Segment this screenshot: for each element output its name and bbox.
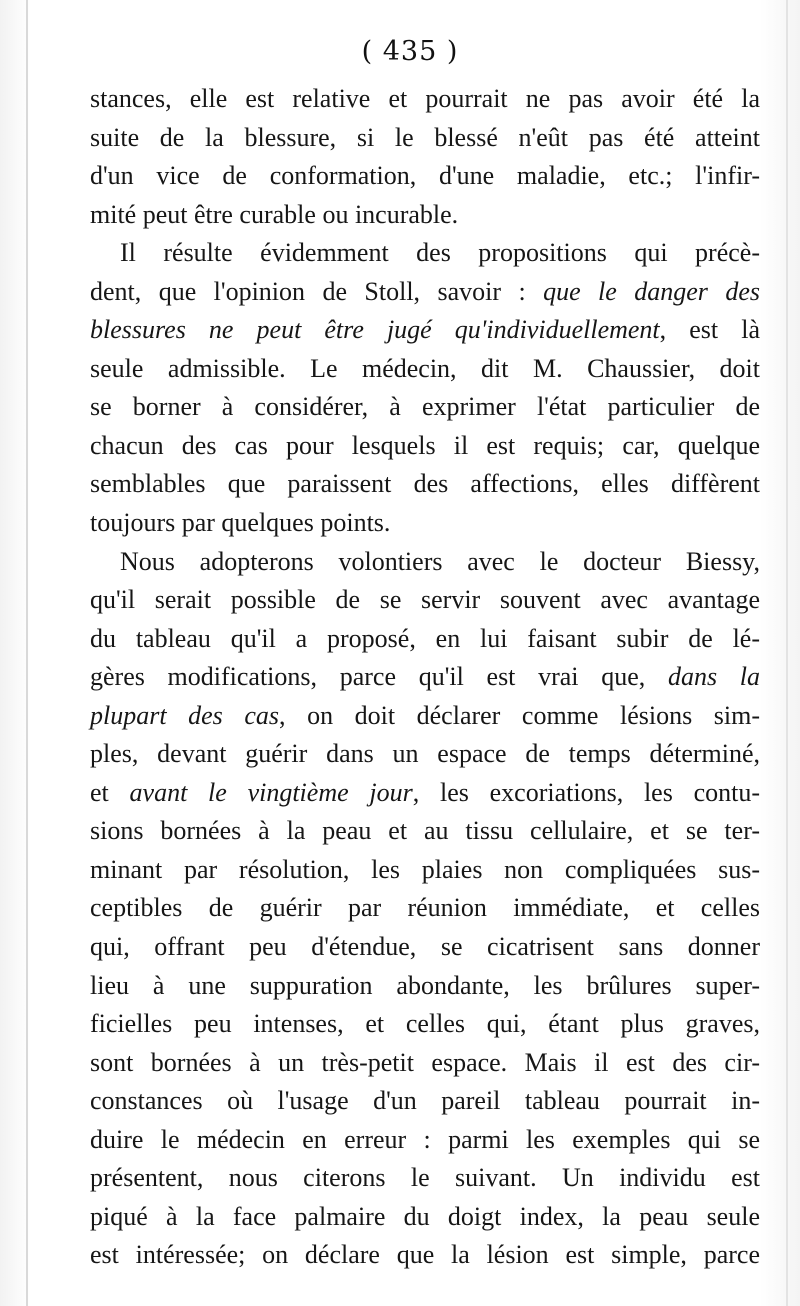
text-line: [90, 812, 760, 851]
text-segment: minant par résolution, les plaies non compliquées sus-: [90, 854, 760, 884]
text-segment: Nous adopterons volontiers avec le docteur Biessy,: [120, 546, 760, 576]
text-segment: mité peut être curable ou incurable.: [90, 199, 459, 229]
text-line: [90, 350, 760, 389]
italic-text-segment: plupart des cas: [90, 700, 280, 730]
text-line: [90, 543, 760, 582]
text-line: [90, 273, 760, 312]
text-line: [90, 196, 760, 235]
text-segment: chacun des cas pour lesquels il est requis; car, quelque: [90, 430, 760, 460]
text-line: [90, 774, 760, 813]
text-segment: , les excoriations, les contu-: [412, 777, 761, 807]
text-segment: dent, que l'opinion de Stoll, savoir :: [90, 276, 544, 306]
text-segment: semblables que paraissent des affections, elles diffèrent: [90, 469, 760, 499]
text-line: [90, 581, 760, 620]
text-segment: qu'il serait possible de se servir souvent avec avantage: [90, 585, 760, 615]
italic-text-segment: avant le vingtième jour: [129, 777, 413, 807]
text-segment: et: [90, 777, 130, 807]
text-line: [90, 735, 760, 774]
text-segment: du tableau qu'il a proposé, en lui faisant subir de lé-: [90, 623, 760, 653]
body-text: [90, 80, 760, 1275]
text-line: [90, 1198, 760, 1237]
text-line: [90, 1121, 760, 1160]
text-line: [90, 234, 760, 273]
text-segment: se borner à considérer, à exprimer l'état particulier de: [90, 392, 760, 422]
text-segment: Il résulte évidemment des propositions qui précè-: [120, 238, 760, 268]
text-line: [90, 504, 760, 543]
text-segment: qui, offrant peu d'étendue, se cicatrisent sans donner: [90, 932, 760, 962]
italic-text-segment: dans la: [667, 662, 760, 692]
text-line: [90, 427, 760, 466]
text-segment: seule admissible. Le médecin, dit M. Chaussier, doit: [90, 353, 760, 383]
text-segment: duire le médecin en erreur : parmi les exemples qui se: [90, 1124, 760, 1154]
page-number: ( 435 ): [361, 36, 459, 67]
text-line: [90, 1044, 760, 1083]
text-line: [90, 465, 760, 504]
text-segment: sions bornées à la peau et au tissu cellulaire, et se ter-: [90, 816, 760, 846]
text-line: [90, 1082, 760, 1121]
text-segment: constances où l'usage d'un pareil tableau pourrait in-: [90, 1086, 760, 1116]
text-segment: ceptibles de guérir par réunion immédiate, et celles: [90, 893, 760, 923]
text-line: [90, 889, 760, 928]
text-segment: d'un vice de conformation, d'une maladie, etc.; l'infir-: [90, 161, 760, 191]
italic-text-segment: que le danger des: [543, 276, 760, 306]
page-gutter-shadow: [26, 0, 28, 1306]
text-segment: stances, elle est relative et pourrait ne pas avoir été la: [90, 84, 760, 113]
text-line: [90, 311, 760, 350]
text-line: [90, 80, 760, 119]
page-right-edge: [786, 0, 788, 1306]
text-segment: , on doit déclarer comme lésions sim-: [279, 700, 761, 730]
text-line: [90, 658, 760, 697]
text-segment: sont bornées à un très-petit espace. Mais il est des cir-: [90, 1047, 760, 1077]
text-segment: ficielles peu intenses, et celles qui, étant plus graves,: [90, 1009, 760, 1039]
text-line: [90, 967, 760, 1006]
text-line: [90, 697, 760, 736]
text-line: [90, 119, 760, 158]
text-segment: est intéressée; on déclare que la lésion est simple, parce: [90, 1240, 760, 1270]
text-segment: lieu à une suppuration abondante, les brûlures super-: [90, 970, 760, 1000]
text-segment: toujours par quelques points.: [90, 508, 391, 538]
text-segment: ples, devant guérir dans un espace de temps déterminé,: [90, 739, 760, 769]
text-segment: suite de la blessure, si le blessé n'eût pas été atteint: [90, 122, 760, 152]
text-line: [90, 1005, 760, 1044]
text-line: [90, 851, 760, 890]
text-segment: gères modifications, parce qu'il est vrai que,: [90, 662, 668, 692]
italic-text-segment: blessures ne peut être jugé qu'individuellement: [90, 315, 660, 345]
text-segment: présentent, nous citerons le suivant. Un individu est: [90, 1163, 760, 1193]
text-line: [90, 620, 760, 659]
text-segment: piqué à la face palmaire du doigt index, la peau seule: [90, 1201, 760, 1231]
text-segment: , est là: [659, 315, 760, 345]
text-line: [90, 1159, 760, 1198]
text-line: [90, 157, 760, 196]
text-line: [90, 388, 760, 427]
text-line: [90, 928, 760, 967]
text-line: [90, 1236, 760, 1275]
